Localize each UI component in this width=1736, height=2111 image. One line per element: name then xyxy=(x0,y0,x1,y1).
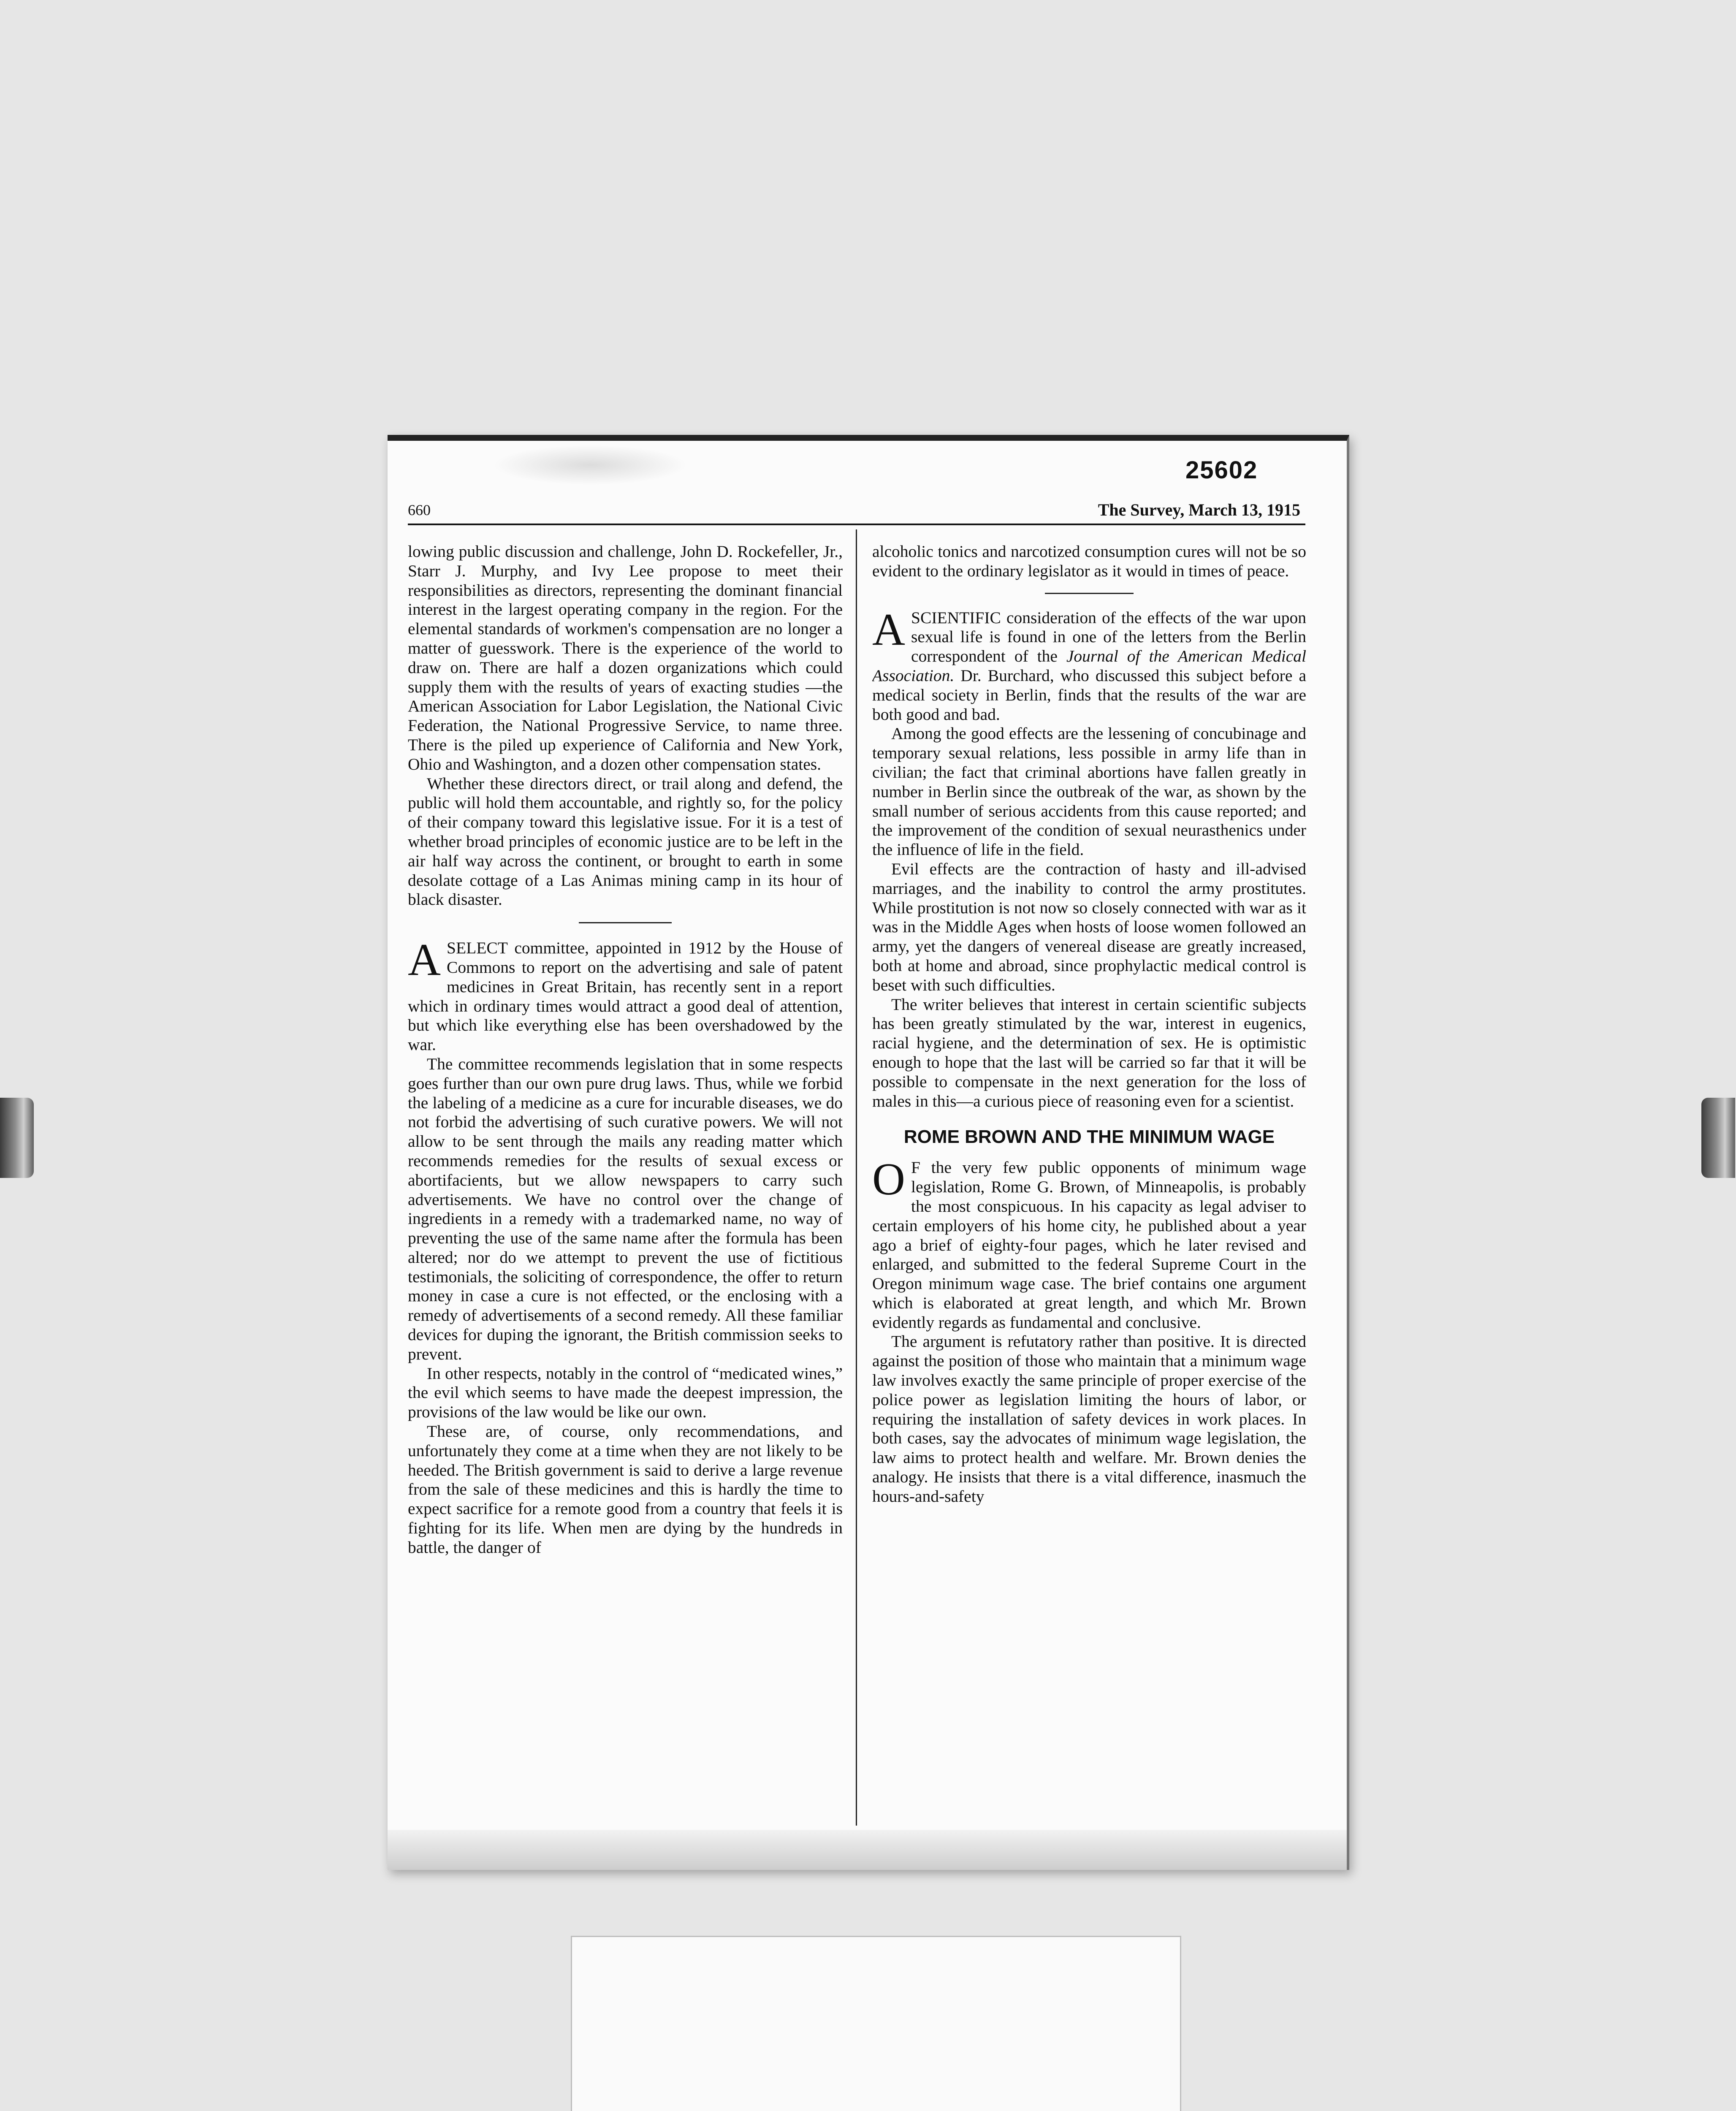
right-column xyxy=(872,542,1306,1809)
section-heading: ROME BROWN AND THE MINIMUM WAGE xyxy=(903,1126,1275,1148)
header-rule xyxy=(408,524,1305,525)
lead-text: SCIENTIFIC consideration of the effects of the war upon sexual life is found in one of the letters from the Berlin correspondent of the xyxy=(911,608,1306,666)
binder-clip-left xyxy=(0,1098,34,1178)
select-committee-lead xyxy=(408,935,843,1055)
running-head: The Survey, March 13, 1915 xyxy=(1098,500,1300,519)
article-paragraph: Evil effects are the contraction of hasty and ill-advised marriages, and the inability to control the army prostitutes. While prostitution is not now so closely connected with war as it was in the Middle Ages when hosts of loose women followed an army, yet the dangers of venereal disease are greatly increased, both at home and abroad, since prophylactic medical control is beset with such difficulties. xyxy=(872,859,1306,994)
page-number: 660 xyxy=(408,502,431,518)
article-paragraph: In other respects, notably in the control of “medicated wines,” the evil which seems to have made the deepest impression, the provisions of the law would be like our own. xyxy=(408,1364,843,1422)
lead-text: SELECT committee, appointed in 1912 by the House of Commons to report on the advertising and sale of patent medicines in Great Britain, has recently sent in a report which in ordinary times would attract a good deal of attention, but which like everything else has been overshadowed by the war. xyxy=(408,939,843,1054)
article-paragraph: Whether these directors direct, or trail along and defend, the public will hold them accountable, and rightly so, for the policy of their company toward this legislative issue. For it is a test of whether broad principles of economic justice are to be left in the air half way across the continent, or brought to earth in some desolate cottage of a Las Animas mining camp in its hour of black disaster. xyxy=(408,774,843,909)
drop-cap: A xyxy=(408,935,441,985)
article-paragraph: Among the good effects are the lessening of concubinage and temporary sexual relations, less possible in army life than in civilian; the fact that criminal abortions have fallen greatly in number in Berlin since the outbreak of the war, as shown by the small number of serious accidents from this cause reported; and the improvement of the condition of sexual neurasthenics under the influence of life in the field. xyxy=(872,724,1306,859)
collection-label-card xyxy=(571,1936,1181,2111)
article-paragraph: The committee recommends legislation that in some respects goes further than our own pure drug laws. Thus, while we forbid the labeling of a medicine as a cure for incurable diseases, we do not forbid the advertising of such curative powers. We will not allow to be sent through the mails any reading matter which recommends remedies for the results of sexual excess or abortifacients, but we allow newspapers to carry such advertisements. We have no control over the change of ingredients in a remedy with a trademarked name, no way of preventing the use of the same name after the formula has been altered; nor do we attempt to prevent the use of fictitious testimonials, the soliciting of correspondence, the offer to return money in case a cure is not effected, or the enclosing with a remedy of advertisements of a second remedy. All these familiar devices for duping the ignorant, the British commission seeks to prevent. xyxy=(408,1054,843,1363)
article-paragraph: The writer believes that interest in certain scientific subjects has been greatly stimulated by the war, interest in eugenics, racial hygiene, and the determination of sex. He is optimistic enough to hope that the last will be carried so far that it will be possible to compensate in the next generation for the loss of males in this—a curious piece of reasoning even for a scientist. xyxy=(872,995,1306,1110)
article-paragraph: lowing public discussion and challenge, John D. Rockefeller, Jr., Starr J. Murphy, and Ivy Lee propose to meet their responsibilities as directors, representing the dominant financial interest in the largest operating company in the region. For the elemental standards of workmen's compensation are no longer a matter of guesswork. There is the experience of the world to draw on. There are half a dozen organizations which could supply them with the results of years of exacting studies —the American Association for Labor Legislation, the National Civic Federation, the National Progressive Service, to name three. There is the piled up experience of California and New York, Ohio and Washington, and a dozen other compensation states. xyxy=(408,542,843,773)
section-separator xyxy=(579,922,672,923)
article-paragraph: The argument is refutatory rather than positive. It is directed against the position of those who maintain that a minimum wage law involves exactly the same principle of proper exercise of the police power as legislation limiting the hours of labor, or requiring the installation of safety devices in work places. In both cases, say the advocates of minimum wage legislation, the law aims to protect health and welfare. Mr. Brown denies the analogy. He insists that there is a vital difference, inasmuch the hours-and-safety xyxy=(872,1332,1306,1506)
lead-text-rest: Dr. Burchard, who discussed this subject before a medical society in Berlin, finds that the results of the war are both good and bad. xyxy=(872,666,1306,724)
drop-cap: A xyxy=(872,604,905,655)
document-number: 25602 xyxy=(1185,456,1258,484)
article-paragraph: These are, of course, only recommendations, and unfortunately they come at a time when they are not likely to be heeded. The British government is said to derive a large revenue from the sale of these medicines and this is hardly the time to expect sacrifice for a remote good from a country that feels it is fighting for its life. When men are dying by the hundreds in battle, the danger of xyxy=(408,1422,843,1557)
document-page xyxy=(388,435,1349,1870)
article-paragraph: alcoholic tonics and narcotized consumption cures will not be so evident to the ordinary legislator as it would in times of peace. xyxy=(872,542,1306,580)
page-smudge xyxy=(493,445,687,485)
column-rule xyxy=(856,529,857,1826)
journal-title: Journal of the American Medical Association. xyxy=(872,647,1306,685)
rome-brown-lead xyxy=(872,1154,1306,1332)
section-separator xyxy=(1045,593,1134,594)
left-column xyxy=(408,542,843,1809)
drop-cap: O xyxy=(872,1154,905,1205)
page-bottom-edge xyxy=(388,1830,1347,1870)
binder-clip-right xyxy=(1701,1098,1735,1178)
lead-text: F the very few public opponents of minimum wage legislation, Rome G. Brown, of Minneapolis, is probably the most conspicuous. In his capacity as legal adviser to certain employers of his home city, he published about a year ago a brief of eighty-four pages, which he later revised and enlarged, and submitted to the federal Supreme Court in the Oregon minimum wage case. The brief contains one argument which is elaborated at great length, and which Mr. Brown evidently regards as fundamental and conclusive. xyxy=(872,1158,1306,1332)
scientific-lead xyxy=(872,604,1306,724)
